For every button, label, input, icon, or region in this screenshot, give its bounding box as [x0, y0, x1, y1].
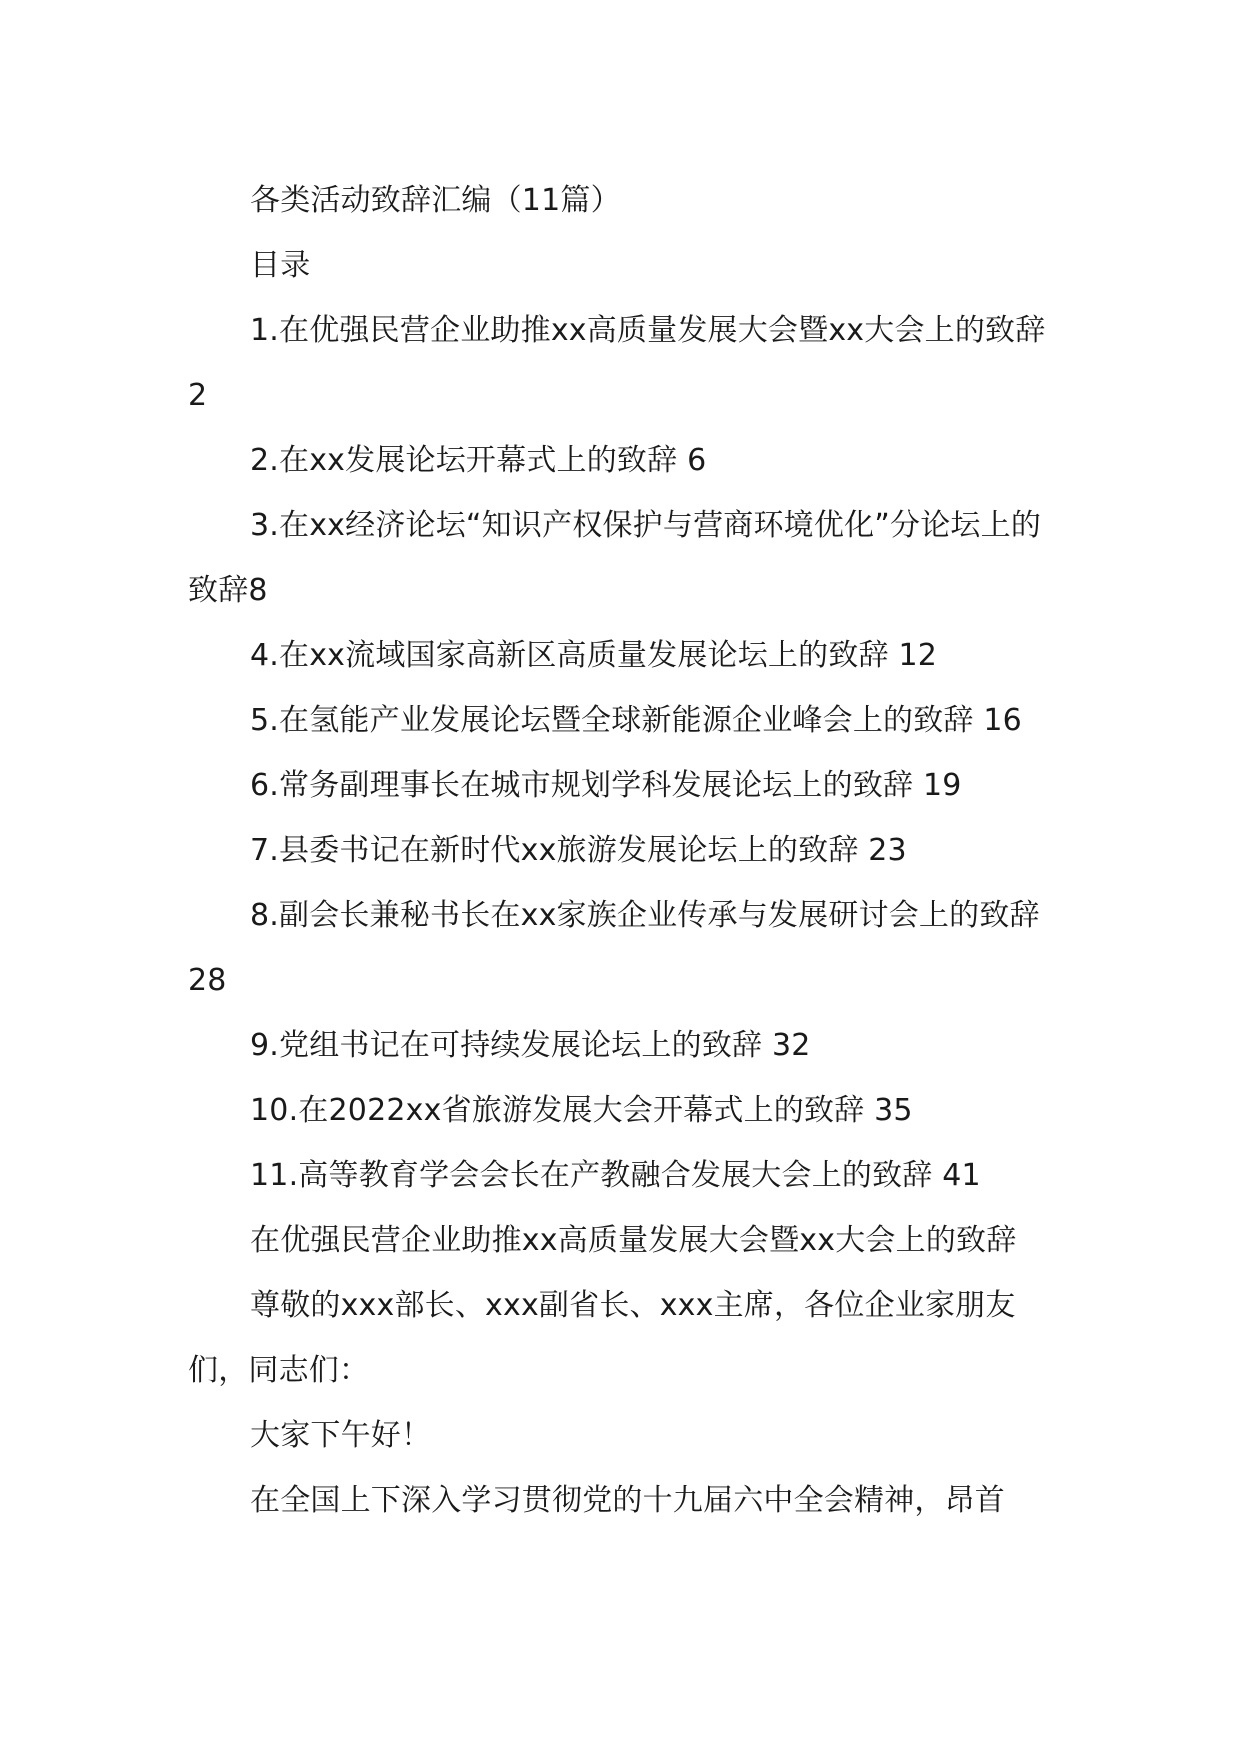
toc-item-2: 2.在xx发展论坛开幕式上的致辞 6: [250, 443, 707, 478]
greeting: 大家下午好！: [250, 1418, 432, 1453]
toc-item-10: 10.在2022xx省旅游发展大会开幕式上的致辞 35: [250, 1093, 913, 1128]
toc-item-7: 7.县委书记在新时代xx旅游发展论坛上的致辞 23: [250, 833, 907, 868]
document-content: [188, 168, 1058, 1533]
salutation: 尊敬的xxx部长、xxx副省长、xxx主席，各位企业家朋友们，同志们：: [188, 1288, 1016, 1388]
toc-item-11: 11.高等教育学会会长在产教融合发展大会上的致辞 41: [250, 1158, 981, 1193]
toc-item-9: 9.党组书记在可持续发展论坛上的致辞 32: [250, 1028, 811, 1063]
toc-item-1: 1.在优强民营企业助推xx高质量发展大会暨xx大会上的致辞 2: [188, 313, 1046, 413]
toc-item-8: 8.副会长兼秘书长在xx家族企业传承与发展研讨会上的致辞 28: [188, 898, 1040, 998]
toc-item-4: 4.在xx流域国家高新区高质量发展论坛上的致辞 12: [250, 638, 938, 673]
toc-item-5: 5.在氢能产业发展论坛暨全球新能源企业峰会上的致辞 16: [250, 703, 1022, 738]
toc-heading: 目录: [250, 248, 311, 283]
document-title: 各类活动致辞汇编（11篇）: [250, 183, 621, 218]
toc-item-6: 6.常务副理事长在城市规划学科发展论坛上的致辞 19: [250, 768, 962, 803]
body-paragraph: 在全国上下深入学习贯彻党的十九届六中全会精神，昂首: [250, 1483, 1005, 1518]
section-title: 在优强民营企业助推xx高质量发展大会暨xx大会上的致辞: [250, 1223, 1017, 1258]
toc-item-3: 3.在xx经济论坛“知识产权保护与营商环境优化”分论坛上的致辞8: [188, 508, 1042, 608]
